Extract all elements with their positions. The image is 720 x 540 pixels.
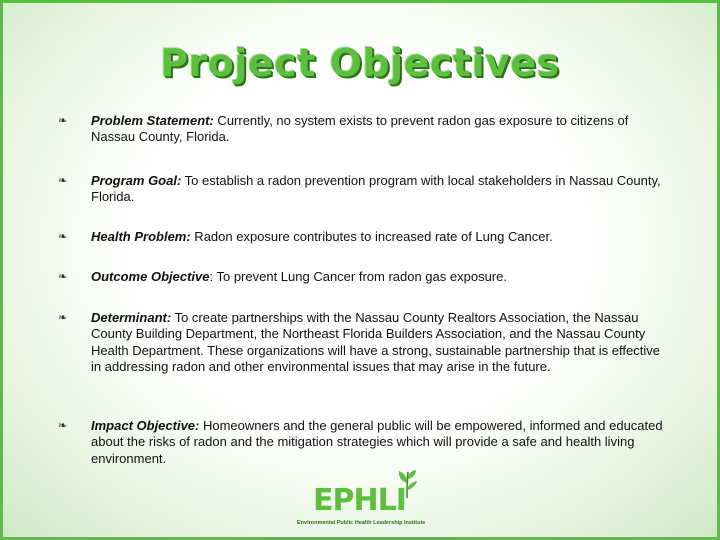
item-label: Outcome Objective <box>91 269 210 284</box>
list-item <box>58 310 668 375</box>
item-label: Program Goal: <box>91 173 182 188</box>
bullet-icon: ❧ <box>58 312 68 324</box>
item-label: Problem Statement: <box>91 113 214 128</box>
bullet-icon: ❧ <box>58 115 68 127</box>
bullet-icon: ❧ <box>58 231 68 243</box>
item-label: Impact Objective: <box>91 418 200 433</box>
list-item <box>58 229 553 245</box>
item-label: Determinant: <box>91 310 172 325</box>
item-text: Currently, no system exists to prevent radon gas exposure to citizens of Nassau County, Florida. <box>91 113 629 145</box>
item-text: To establish a radon prevention program with local stakeholders in Nassau County, Florida. <box>91 173 661 205</box>
slide-title: Project Objectives <box>160 41 560 85</box>
bullet-icon: ❧ <box>58 420 68 432</box>
bullet-icon: ❧ <box>58 271 68 283</box>
list-item <box>58 173 668 206</box>
item-label: Health Problem: <box>91 229 191 244</box>
list-item <box>58 113 668 146</box>
logo-text: EPHLI <box>313 483 406 518</box>
logo-subtitle: Environmental Public Health Leadership Institute <box>297 520 426 526</box>
item-text: Homeowners and the general public will be empowered, informed and educated about the risks of radon and the mitigation strategies which will provide a safe and health living environment. <box>91 418 663 466</box>
list-item <box>58 418 668 467</box>
item-text: : To prevent Lung Cancer from radon gas exposure. <box>209 269 507 284</box>
bullet-icon: ❧ <box>58 175 68 187</box>
list-item <box>58 269 507 285</box>
item-text: To create partnerships with the Nassau County Realtors Association, the Nassau County Building Department, the Northeast Florida Builders Association, and the Nassau County Health Department. These organizations will have a strong, sustainable partnership that is effective in addressing radon and other environmental issues that may arise in the future. <box>91 310 660 374</box>
ephli-logo <box>295 469 425 531</box>
item-text: Radon exposure contributes to increased rate of Lung Cancer. <box>190 229 553 244</box>
